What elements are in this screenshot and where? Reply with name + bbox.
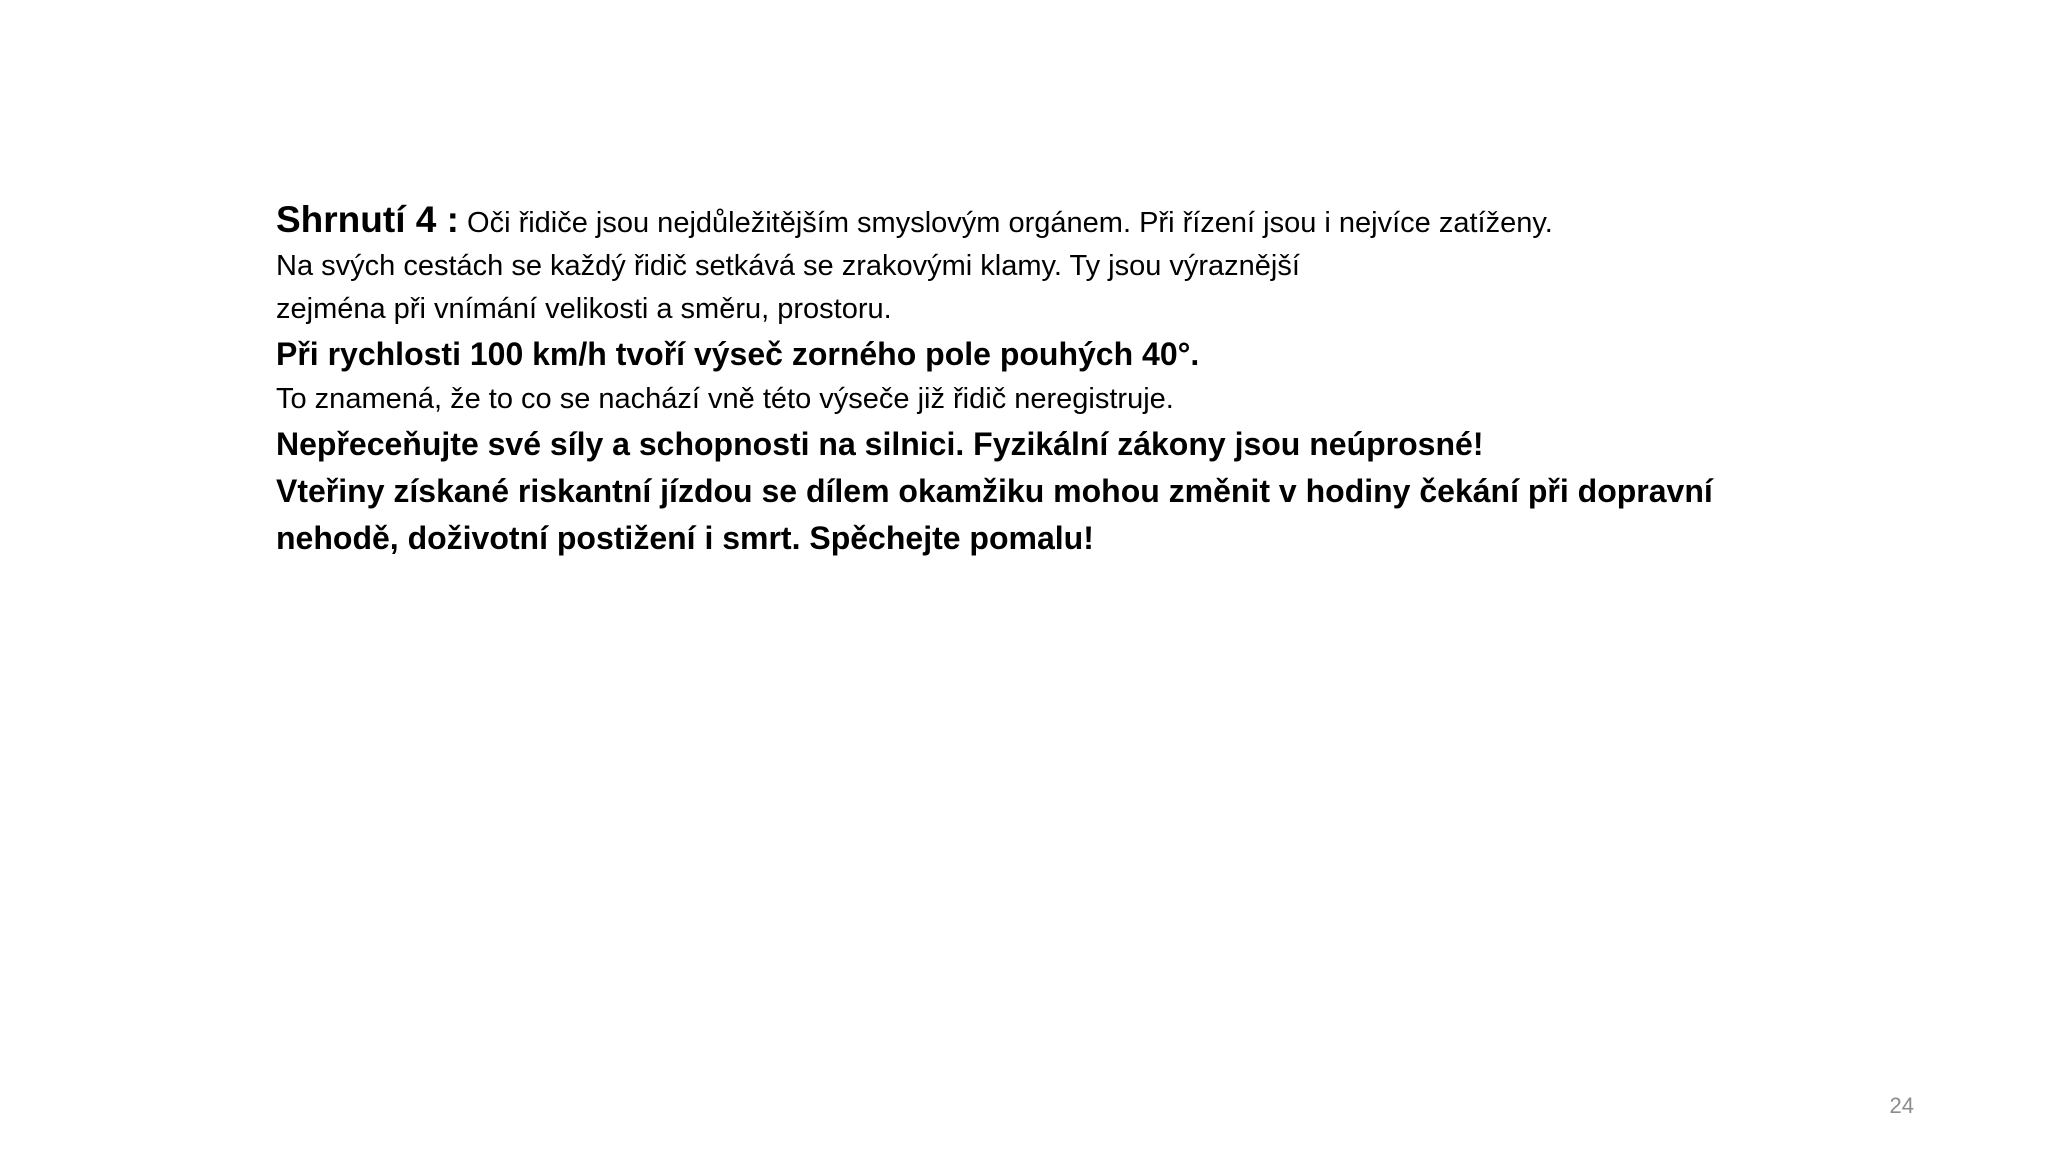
summary-line-6: Vteřiny získané riskantní jízdou se dílem okamžiku mohou změnit v hodiny čekání při dopravní bbox=[276, 473, 1713, 509]
summary-heading-label: Shrnutí 4 : bbox=[276, 199, 459, 240]
summary-line-7: nehodě, doživotní postižení i smrt. Spěchejte pomalu! bbox=[276, 520, 1094, 556]
summary-line-5: Nepřeceňujte své síly a schopnosti na silnici. Fyzikální zákony jsou neúprosné! bbox=[276, 426, 1484, 462]
summary-heading-line bbox=[276, 198, 1836, 245]
page-number: 24 bbox=[1889, 1093, 1914, 1118]
summary-text-block bbox=[276, 198, 1836, 562]
summary-heading-text: Oči řidiče jsou nejdůležitějším smyslovým orgánem. Při řízení jsou i nejvíce zatíženy. bbox=[467, 207, 1553, 239]
summary-line-4: To znamená, že to co se nachází vně této výseče již řidič neregistruje. bbox=[276, 383, 1174, 415]
summary-line-1: Na svých cestách se každý řidič setkává se zrakovými klamy. Ty jsou výraznější bbox=[276, 250, 1300, 282]
summary-line-3: Při rychlosti 100 km/h tvoří výseč zorného pole pouhých 40°. bbox=[276, 336, 1200, 372]
summary-line-2: zejména při vnímání velikosti a směru, prostoru. bbox=[276, 293, 892, 325]
